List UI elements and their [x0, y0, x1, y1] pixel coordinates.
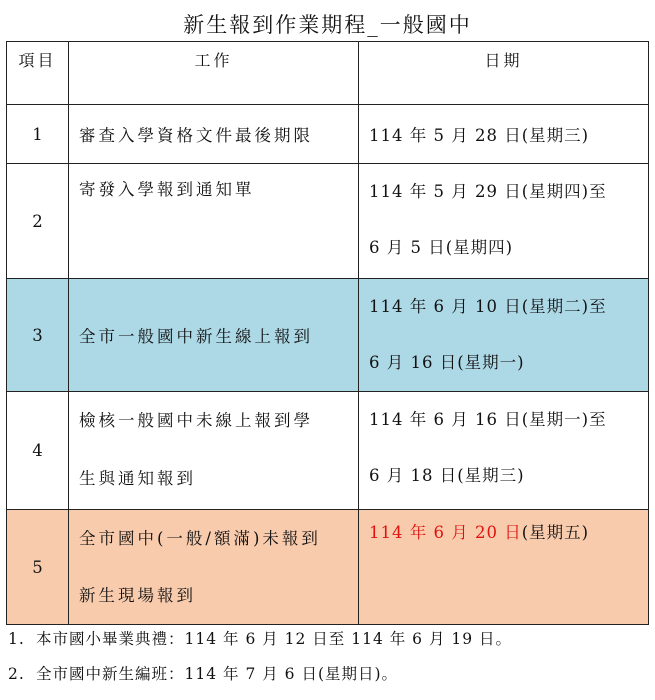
- note-number: 1.: [8, 630, 25, 648]
- row-work: [69, 510, 359, 625]
- row-date: [359, 279, 649, 392]
- work-line: 全市一般國中新生線上報到: [79, 327, 313, 346]
- work-line: 生與通知報到: [79, 469, 196, 488]
- date-line: 114 年 6 月 10 日(星期二)至: [369, 297, 607, 316]
- table-row: [7, 164, 649, 279]
- work-line: 檢核一般國中未線上報到學: [79, 411, 313, 430]
- table-row: [7, 105, 649, 164]
- table-row: [7, 510, 649, 625]
- date-line: 6 月 5 日(星期四): [369, 238, 514, 257]
- note-number: 2.: [8, 665, 25, 683]
- row-date: [359, 510, 649, 625]
- row-work: [69, 164, 359, 279]
- row-work: [69, 279, 359, 392]
- schedule-table: [6, 41, 649, 625]
- table-header-row: [7, 42, 649, 105]
- date-line: 114 年 5 月 29 日(星期四)至: [369, 182, 607, 201]
- date-line: 6 月 16 日(星期一): [369, 353, 525, 372]
- date-line: 114 年 6 月 16 日(星期一)至: [369, 410, 607, 429]
- note-text: 全市國中新生編班：114 年 7 月 6 日(星期日)。: [36, 665, 399, 683]
- table-row: [7, 279, 649, 392]
- date-line: 6 月 18 日(星期三): [369, 466, 525, 485]
- row-date: [359, 164, 649, 279]
- work-line: 新生現場報到: [79, 586, 196, 605]
- table-row: [7, 392, 649, 510]
- header-date: 日期: [359, 42, 649, 105]
- row-item-number: 1: [7, 105, 69, 164]
- date-weekday: (星期五): [521, 523, 590, 542]
- highlighted-date: 114 年 6 月 20 日: [369, 523, 522, 542]
- work-line: 全市國中(一般/額滿)未報到: [79, 529, 321, 548]
- row-date: [359, 392, 649, 510]
- row-work: [69, 105, 359, 164]
- page-title: 新生報到作業期程_一般國中: [183, 13, 472, 37]
- note-item: [8, 662, 398, 684]
- row-item-number: 2: [7, 164, 69, 279]
- date-line: 114 年 5 月 28 日(星期三): [369, 126, 590, 145]
- header-item: 項目: [7, 42, 69, 105]
- work-line: 審查入學資格文件最後期限: [79, 126, 313, 145]
- note-item: [8, 627, 512, 649]
- note-text: 本市國小畢業典禮：114 年 6 月 12 日至 114 年 6 月 19 日。: [36, 630, 513, 648]
- row-item-number: 5: [7, 510, 69, 625]
- row-item-number: 4: [7, 392, 69, 510]
- row-date: [359, 105, 649, 164]
- header-work: 工作: [69, 42, 359, 105]
- row-work: [69, 392, 359, 510]
- row-item-number: 3: [7, 279, 69, 392]
- work-line: 寄發入學報到通知單: [79, 180, 255, 199]
